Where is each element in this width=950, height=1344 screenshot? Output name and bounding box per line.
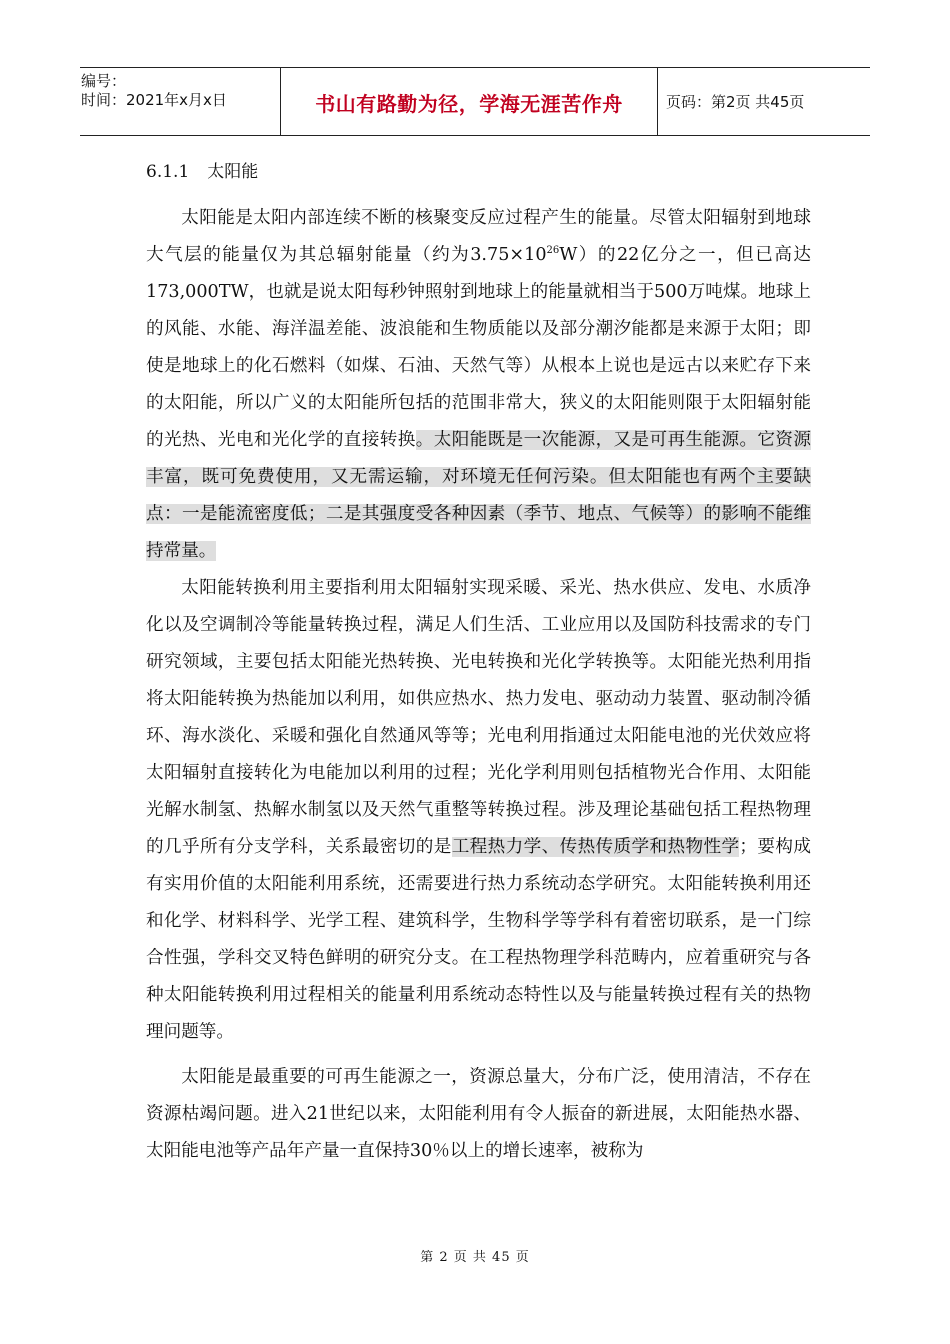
highlighted-text: 。太阳能既是一次能源，又是可再生能源。它资源丰富，既可免费使用，又无需运输，对环境无任何污染。但太阳能也有两个主要缺点：一是能流密度低；二是其强度受各种因素（季节、地点、气候等）的影响不能维持常量。 [146,430,811,561]
paragraph-2 [146,570,811,1051]
date-label: 时间：2021年x月x日 [81,91,227,109]
section-heading [146,160,258,184]
header-motto: 书山有路勤为径，学海无涯苦作舟 [281,68,658,135]
paragraph-1-text-a: 太阳能是太阳内部连续不断的核聚变反应过程产生的能量。尽管太阳辐射到地球大气层的能量仅为其总辐射能量（约为3.75×10 [146,208,811,265]
paragraph-2-text-b: ；要构成有实用价值的太阳能利用系统，还需要进行热力系统动态学研究。太阳能转换利用还和化学、材料科学、光学工程、建筑科学，生物科学等学科有着密切联系，是一门综合性强，学科交叉特色鲜明的研究分支。在工程热物理学科范畴内，应着重研究与各种太阳能转换利用过程相关的能量利用系统动态特性以及与能量转换过程有关的热物理问题等。 [146,837,811,1042]
section-title: 太阳能 [207,162,259,182]
page-header [80,67,870,136]
header-page-info: 页码：第2页 共45页 [666,93,805,111]
paragraph-2-text-a: 太阳能转换利用主要指利用太阳辐射实现采暖、采光、热水供应、发电、水质净化以及空调制冷等能量转换过程，满足人们生活、工业应用以及国防科技需求的专门研究领域，主要包括太阳能光热转换、光电转换和光化学转换等。太阳能光热利用指将太阳能转换为热能加以利用，如供应热水、热力发电、驱动动力装置、驱动制冷循环、海水淡化、采暖和强化自然通风等等；光电利用指通过太阳能电池的光伏效应将太阳辐射直接转化为电能加以利用的过程；光化学利用则包括植物光合作用、太阳能光解水制氢、热解水制氢以及天然气重整等转换过程。涉及理论基础包括工程热物理的几乎所有分支学科，关系最密切的是 [146,578,811,857]
serial-label: 编号： [81,72,127,90]
page-footer: 第 2 页 共 45 页 [420,1250,530,1265]
document-body [146,200,811,1170]
section-number: 6.1.1 [146,162,190,182]
superscript-exponent: 26 [546,245,560,257]
header-meta [80,68,281,135]
highlighted-text: 工程热力学、传热传质学和热物性学 [451,837,740,857]
paragraph-3: 太阳能是最重要的可再生能源之一，资源总量大，分布广泛，使用清洁，不存在资源枯竭问题。进入21世纪以来，太阳能利用有令人振奋的新进展，太阳能热水器、太阳能电池等产品年产量一直保持30％以上的增长速率，被称为 [146,1067,811,1161]
paragraph-1 [146,200,811,570]
paragraph-1-text-b: W）的22亿分之一，但已高达173,000TW，也就是说太阳每秒钟照射到地球上的能量就相当于500万吨煤。地球上的风能、水能、海洋温差能、波浪能和生物质能以及部分潮汐能都是来源于太阳；即使是地球上的化石燃料（如煤、石油、天然气等）从根本上说也是远古以来贮存下来的太阳能，所以广义的太阳能所包括的范围非常大，狭义的太阳能则限于太阳辐射能的光热、光电和光化学的直接转换 [146,245,811,450]
